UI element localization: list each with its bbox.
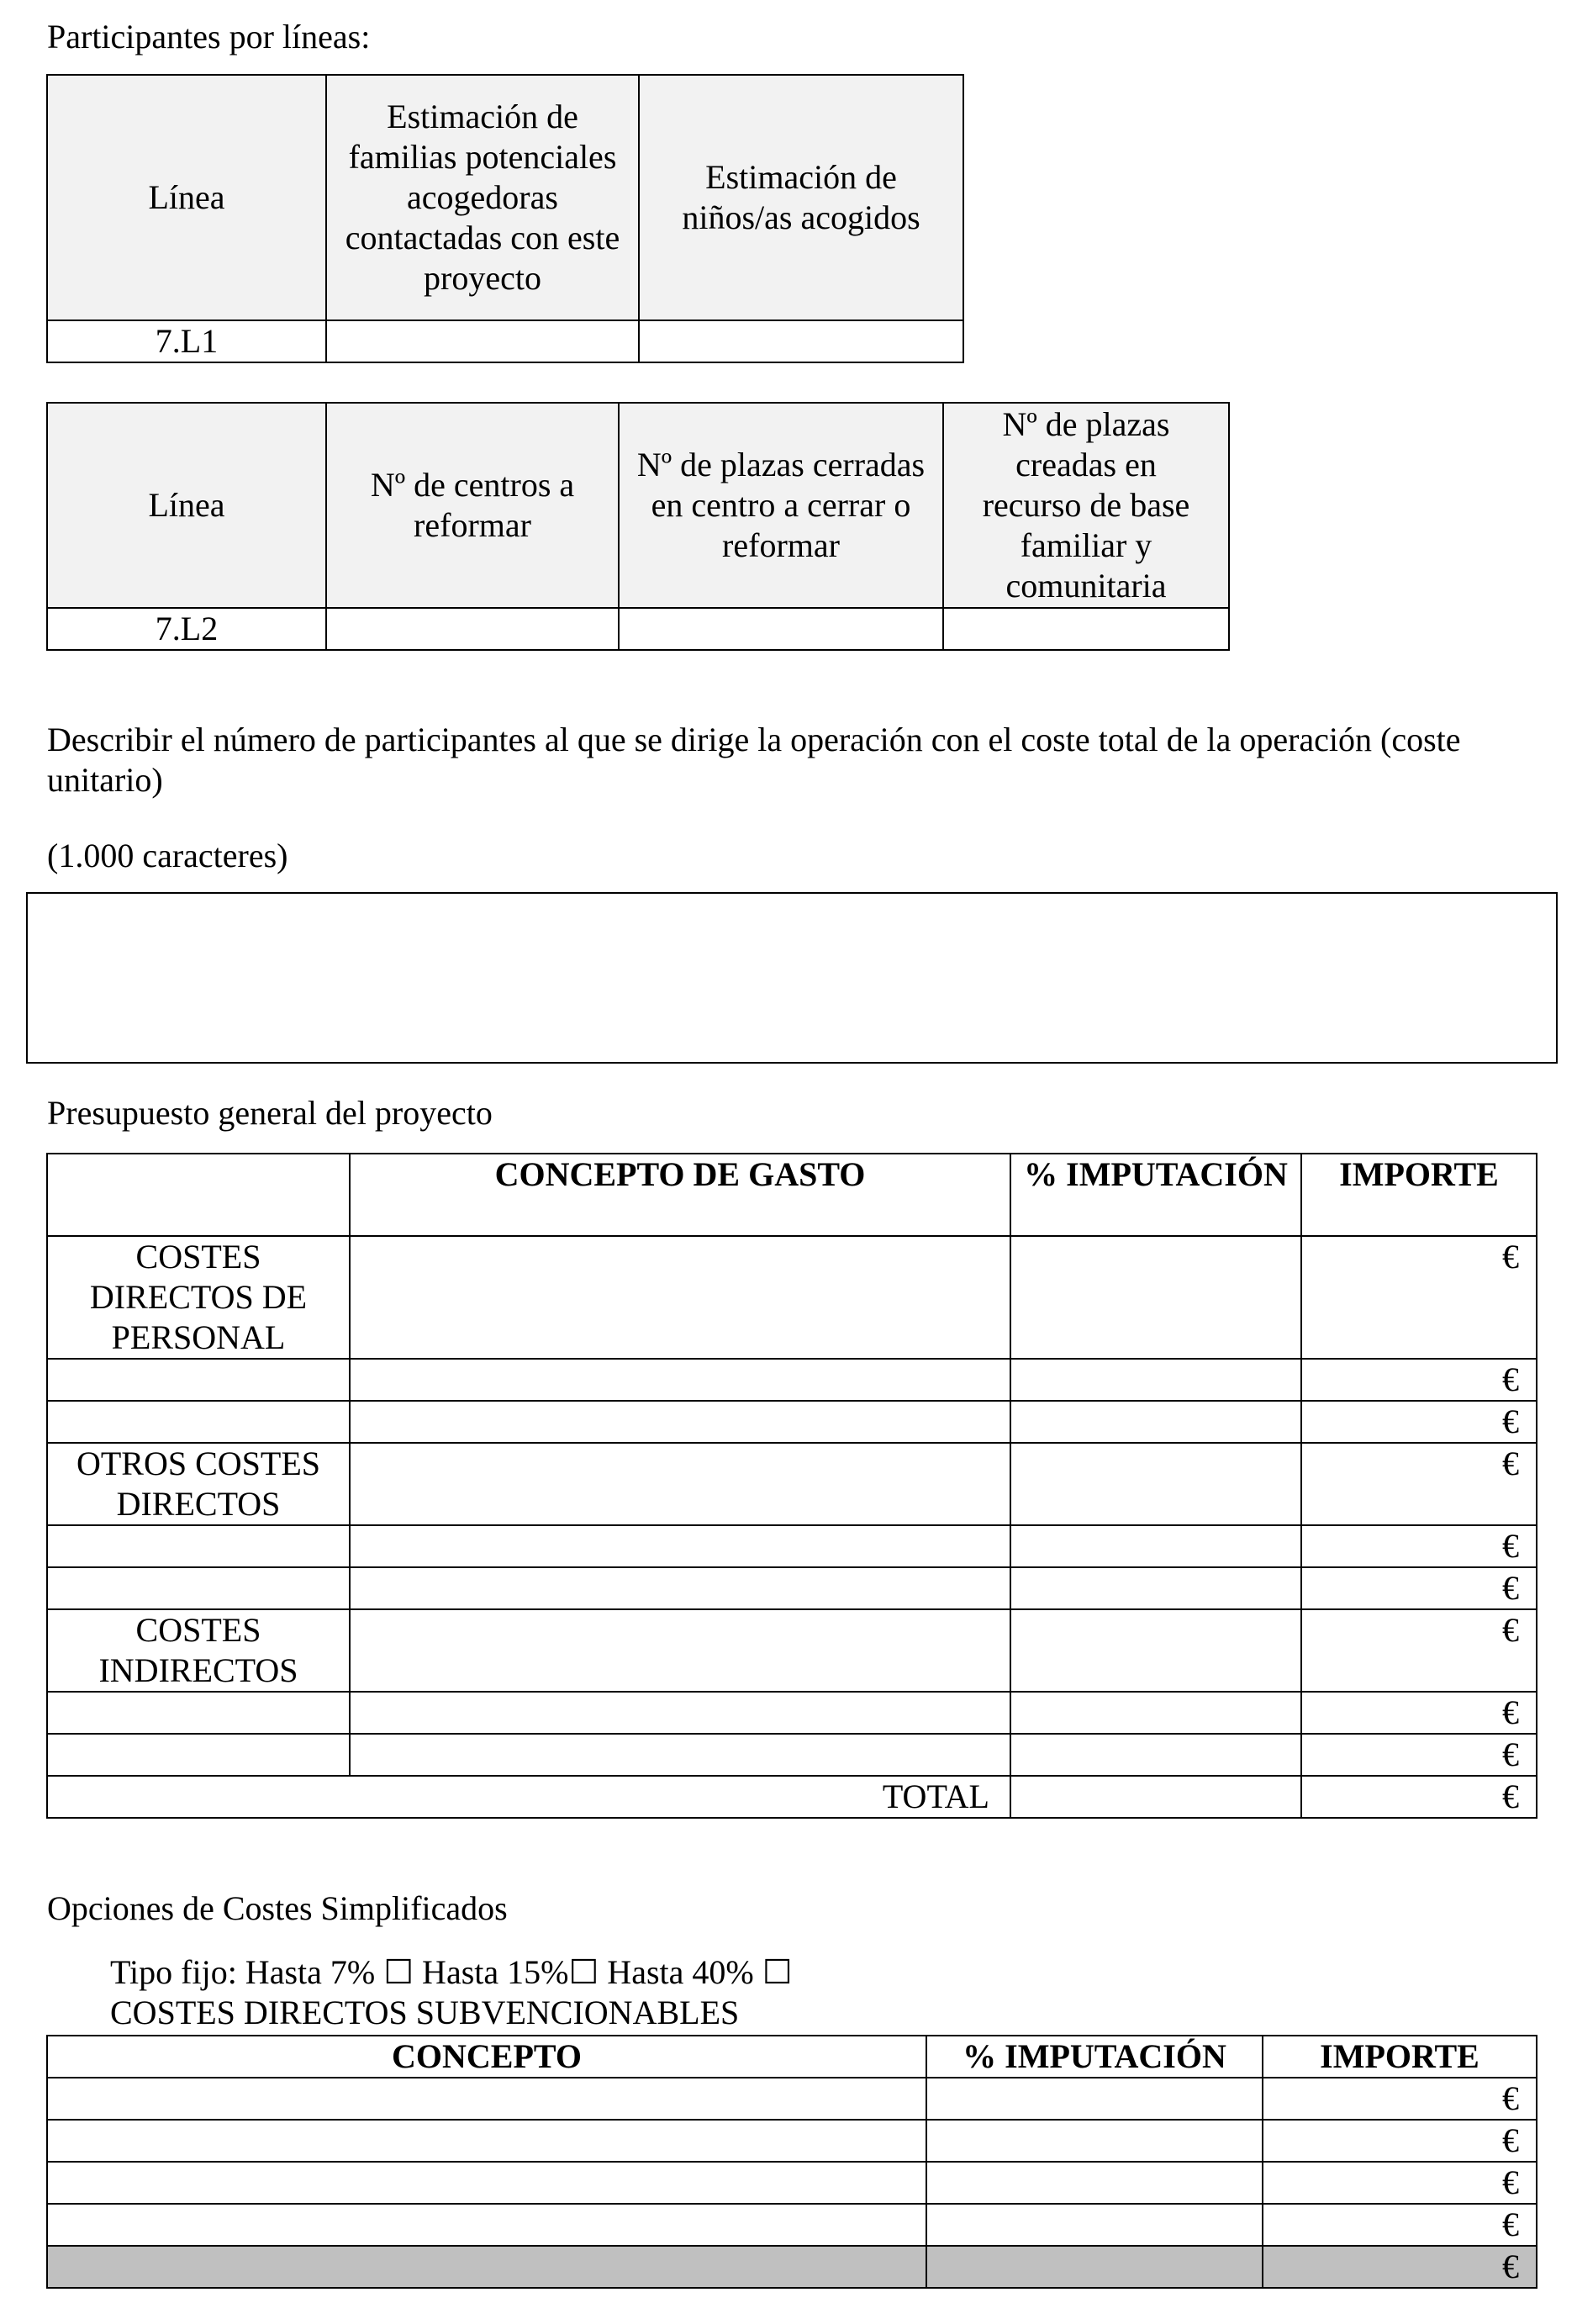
group-costes-indirectos: COSTES INDIRECTOS <box>47 1609 350 1692</box>
simplified-costs-table <box>46 2035 1537 2289</box>
imputacion-input[interactable] <box>1010 1692 1301 1734</box>
simplified-imputacion-input[interactable] <box>926 2078 1263 2120</box>
group-cell <box>47 1734 350 1776</box>
participants-table-l2 <box>46 402 1230 651</box>
describe-textarea[interactable] <box>26 892 1558 1064</box>
simplified-title: Opciones de Costes Simplificados <box>47 1889 508 1927</box>
budget-header-importe: IMPORTE <box>1301 1154 1537 1236</box>
concepto-input[interactable] <box>350 1359 1010 1401</box>
participants-table-l1 <box>46 74 964 363</box>
group-cell <box>47 1692 350 1734</box>
imputacion-input[interactable] <box>1010 1734 1301 1776</box>
header-linea: Línea <box>47 75 326 320</box>
simplified-total-importe: € <box>1263 2246 1537 2288</box>
group-costes-directos-personal: COSTES DIRECTOS DE PERSONAL <box>47 1236 350 1359</box>
budget-header-concepto: CONCEPTO DE GASTO <box>350 1154 1010 1236</box>
simplified-imputacion-input[interactable] <box>926 2204 1263 2246</box>
importe-input[interactable]: € <box>1301 1609 1537 1692</box>
char-limit-note: (1.000 caracteres) <box>47 837 288 874</box>
total-importe-input[interactable]: € <box>1301 1776 1537 1818</box>
importe-input[interactable]: € <box>1301 1525 1537 1567</box>
budget-table <box>46 1153 1537 1819</box>
simplified-importe-input[interactable]: € <box>1263 2204 1537 2246</box>
simplified-concepto-input[interactable] <box>47 2162 926 2204</box>
importe-input[interactable]: € <box>1301 1692 1537 1734</box>
budget-header-imputacion: % IMPUTACIÓN <box>1010 1154 1301 1236</box>
group-cell <box>47 1525 350 1567</box>
input-ninos-7l1[interactable] <box>639 320 963 362</box>
row-label-7l1: 7.L1 <box>47 320 326 362</box>
simplified-concepto-input[interactable] <box>47 2078 926 2120</box>
input-plazas-creadas-7l2[interactable] <box>943 608 1229 650</box>
simplified-total-imputacion <box>926 2246 1263 2288</box>
imputacion-input[interactable] <box>1010 1609 1301 1692</box>
concepto-input[interactable] <box>350 1692 1010 1734</box>
importe-input[interactable]: € <box>1301 1734 1537 1776</box>
simplified-imputacion-input[interactable] <box>926 2162 1263 2204</box>
header-plazas-creadas: Nº de plazas creadas en recurso de base familiar y comunitaria <box>943 403 1229 608</box>
importe-input[interactable]: € <box>1301 1359 1537 1401</box>
importe-input[interactable]: € <box>1301 1443 1537 1525</box>
simplified-header-imputacion: % IMPUTACIÓN <box>926 2036 1263 2078</box>
concepto-input[interactable] <box>350 1567 1010 1609</box>
group-otros-costes-directos: OTROS COSTES DIRECTOS <box>47 1443 350 1525</box>
simplified-imputacion-input[interactable] <box>926 2120 1263 2162</box>
group-cell <box>47 1567 350 1609</box>
simplified-importe-input[interactable]: € <box>1263 2078 1537 2120</box>
total-imputacion-input[interactable] <box>1010 1776 1301 1818</box>
budget-header-blank <box>47 1154 350 1236</box>
input-familias-7l1[interactable] <box>326 320 639 362</box>
imputacion-input[interactable] <box>1010 1443 1301 1525</box>
concepto-input[interactable] <box>350 1401 1010 1443</box>
simplified-importe-input[interactable]: € <box>1263 2162 1537 2204</box>
header-plazas-cerradas: Nº de plazas cerradas en centro a cerrar o reformar <box>619 403 943 608</box>
header-centros-reformar: Nº de centros a reformar <box>326 403 619 608</box>
header-estimacion-familias: Estimación de familias potenciales acogedoras contactadas con este proyecto <box>326 75 639 320</box>
costes-directos-subvencionables-label: COSTES DIRECTOS SUBVENCIONABLES <box>110 1994 740 2031</box>
header-linea-2: Línea <box>47 403 326 608</box>
input-plazas-cerradas-7l2[interactable] <box>619 608 943 650</box>
importe-input[interactable]: € <box>1301 1567 1537 1609</box>
row-label-7l2: 7.L2 <box>47 608 326 650</box>
group-cell <box>47 1359 350 1401</box>
importe-input[interactable]: € <box>1301 1401 1537 1443</box>
importe-input[interactable]: € <box>1301 1236 1537 1359</box>
input-centros-7l2[interactable] <box>326 608 619 650</box>
simplified-total-concepto <box>47 2246 926 2288</box>
group-cell <box>47 1401 350 1443</box>
imputacion-input[interactable] <box>1010 1236 1301 1359</box>
simplified-header-concepto: CONCEPTO <box>47 2036 926 2078</box>
simplified-header-importe: IMPORTE <box>1263 2036 1537 2078</box>
imputacion-input[interactable] <box>1010 1567 1301 1609</box>
simplified-importe-input[interactable]: € <box>1263 2120 1537 2162</box>
total-label: TOTAL <box>47 1776 1010 1818</box>
budget-title: Presupuesto general del proyecto <box>47 1094 493 1132</box>
tipo-fijo-options[interactable]: Tipo fijo: Hasta 7% ☐ Hasta 15%☐ Hasta 40% ☐ <box>110 1953 793 1991</box>
imputacion-input[interactable] <box>1010 1359 1301 1401</box>
concepto-input[interactable] <box>350 1443 1010 1525</box>
concepto-input[interactable] <box>350 1734 1010 1776</box>
simplified-concepto-input[interactable] <box>47 2120 926 2162</box>
concepto-input[interactable] <box>350 1236 1010 1359</box>
concepto-input[interactable] <box>350 1525 1010 1567</box>
section-title-participantes: Participantes por líneas: <box>47 18 371 55</box>
imputacion-input[interactable] <box>1010 1525 1301 1567</box>
header-estimacion-ninos: Estimación de niños/as acogidos <box>639 75 963 320</box>
imputacion-input[interactable] <box>1010 1401 1301 1443</box>
describe-instructions: Describir el número de participantes al que se dirige la operación con el coste total de la operación (coste unitario) <box>47 721 1461 799</box>
simplified-concepto-input[interactable] <box>47 2204 926 2246</box>
concepto-input[interactable] <box>350 1609 1010 1692</box>
